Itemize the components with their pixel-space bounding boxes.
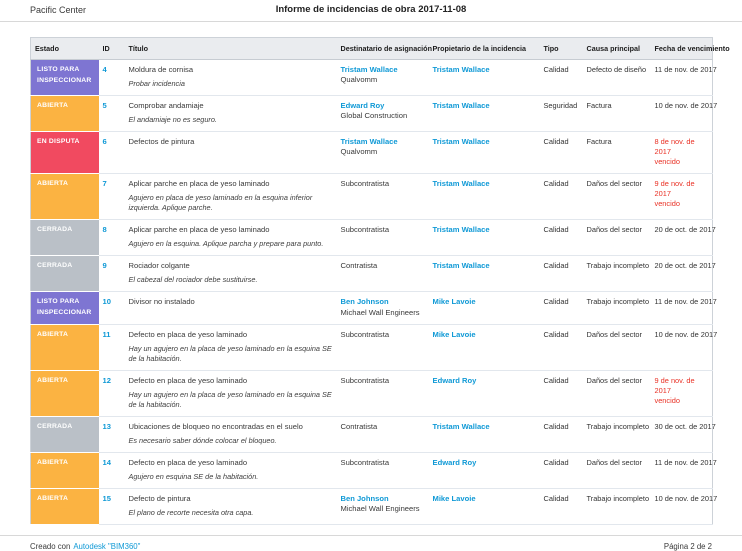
issue-id: 4 [99,60,125,96]
table-row [31,174,713,220]
issue-id: 7 [99,174,125,220]
assignee-company: Qualvomm [340,75,378,85]
owner-name[interactable]: Mike Lavoie [432,494,476,504]
issue-id: 10 [99,292,125,325]
status-cell [31,489,99,525]
owner-name[interactable]: Tristam Wallace [432,179,490,189]
assignee-name[interactable]: Tristam Wallace [340,137,398,147]
due-date-cell [651,292,717,325]
issue-title-cell [125,256,337,292]
due-date: 30 de oct. de 2017 [654,421,716,431]
table-row [31,256,713,292]
root-cause: Daños del sector [583,220,651,256]
owner-cell [429,292,540,325]
issue-title: Rociador colgante [128,261,190,271]
table-row [31,370,713,416]
status-cell [31,416,99,452]
issue-title: Ubicaciones de bloqueo no encontradas en el suelo [128,421,303,431]
assignee-cell [337,452,429,488]
assignee-name: Subcontratista [340,179,390,189]
table-header [31,38,730,60]
due-date: 11 de nov. de 2017 [654,457,717,467]
issue-description: Hay un agujero en la placa de yeso laminado en la esquina SE de la habitación. [128,390,332,410]
issue-title: Defecto en placa de yeso laminado [128,375,248,385]
issue-id: 15 [99,489,125,525]
owner-cell [429,256,540,292]
table-row [31,132,713,174]
assignee-name[interactable]: Ben Johnson [340,494,389,504]
issue-title-cell [125,60,337,96]
issue-type: Calidad [540,452,583,488]
table-body [31,60,718,525]
issue-title-cell [125,416,337,452]
assignee-name[interactable]: Edward Roy [340,101,385,111]
owner-cell [429,370,540,416]
due-date-cell [651,132,713,174]
assignee-cell [337,220,429,256]
issue-type: Calidad [540,416,583,452]
due-date: 10 de nov. de 2017 [654,330,718,340]
status-badge: CERRADA [37,422,73,430]
issue-title: Defecto en placa de yeso laminado [128,330,248,340]
created-with-label: Creado con [30,542,71,551]
status-badge: EN DISPUTA [37,138,80,146]
assignee-cell [337,256,429,292]
due-date-cell [651,452,717,488]
status-cell [31,96,99,132]
overdue-label: vencido [654,199,680,209]
issue-type: Calidad [540,220,583,256]
assignee-cell [337,132,429,174]
issue-type: Calidad [540,132,583,174]
project-name: Pacific Center [30,5,87,15]
issue-id: 13 [99,416,125,452]
issue-title: Defecto en placa de yeso laminado [128,457,248,467]
owner-cell [429,60,540,96]
issue-id: 8 [99,220,125,256]
root-cause: Daños del sector [583,325,651,371]
status-badge: LISTO PARA INSPECCIONAR [37,66,92,84]
issue-type: Calidad [540,256,583,292]
col-titulo: Título [125,38,337,60]
assignee-name: Subcontratista [340,457,390,467]
owner-cell [429,325,540,371]
assignee-cell [337,489,429,525]
issue-id: 14 [99,452,125,488]
issue-title-cell [125,370,337,416]
status-badge: CERRADA [37,262,73,270]
issue-type: Calidad [540,370,583,416]
page-number: Página 2 de 2 [663,542,712,551]
issue-type: Calidad [540,60,583,96]
owner-cell [429,489,540,525]
assignee-cell [337,325,429,371]
status-cell [31,174,99,220]
owner-name[interactable]: Mike Lavoie [432,330,476,340]
issue-title-cell [125,325,337,371]
assignee-cell [337,60,429,96]
issue-id: 6 [99,132,125,174]
assignee-name: Subcontratista [340,375,390,385]
page-header [0,0,742,21]
assignee-cell [337,96,429,132]
assignee-name: Subcontratista [340,225,390,235]
due-date-cell [651,489,718,525]
issue-title: Moldura de cornisa [128,65,194,74]
incidents-table [30,37,730,525]
owner-name[interactable]: Tristam Wallace [432,421,490,431]
issue-id: 12 [99,370,125,416]
status-cell [31,452,99,488]
due-date-cell [651,60,717,96]
owner-name[interactable]: Tristam Wallace [432,137,490,147]
owner-name[interactable]: Tristam Wallace [432,261,490,271]
status-cell [31,132,99,174]
assignee-name: Contratista [340,261,378,271]
owner-name[interactable]: Tristam Wallace [432,101,490,111]
report-body [0,37,742,525]
owner-name[interactable]: Edward Roy [432,457,477,467]
due-date-cell [651,256,716,292]
status-badge: ABIERTA [37,102,69,110]
issue-description: Es necesario saber dónde colocar el bloqueo. [128,436,277,446]
issue-type: Calidad [540,489,583,525]
owner-name[interactable]: Edward Roy [432,375,477,385]
root-cause: Daños del sector [583,452,651,488]
overdue-label: vencido [654,157,680,167]
owner-cell [429,132,540,174]
issue-title-cell [125,220,337,256]
issue-type: Calidad [540,325,583,371]
col-causa: Causa principal [583,38,651,60]
owner-cell [429,96,540,132]
issue-description: Agujero en la esquina. Aplique parcha y prepare para punto. [128,239,324,249]
due-date-cell [651,416,716,452]
due-date: 10 de nov. de 2017 [654,101,718,111]
root-cause: Trabajo incompleto [583,256,651,292]
issue-title: Aplicar parche en placa de yeso laminado [128,179,270,189]
due-date: 8 de nov. de 2017 [654,137,695,157]
root-cause: Trabajo incompleto [583,292,651,325]
issue-title-cell [125,132,337,174]
root-cause: Defecto de diseño [583,60,651,96]
assignee-name: Subcontratista [340,330,390,340]
root-cause: Trabajo incompleto [583,489,651,525]
header-divider [0,21,742,22]
issue-title-cell [125,174,337,220]
issue-type: Calidad [540,174,583,220]
due-date-cell [651,174,713,220]
table-row [31,452,713,488]
table-row [31,489,713,525]
owner-name[interactable]: Mike Lavoie [432,297,476,307]
table-row [31,325,713,371]
issue-description: El plano de recorte necesita otra capa. [128,508,254,518]
assignee-cell [337,174,429,220]
owner-cell [429,416,540,452]
issue-type: Calidad [540,292,583,325]
owner-cell [429,452,540,488]
issue-title-cell [125,96,337,132]
issue-type: Seguridad [540,96,583,132]
table-row [31,60,713,96]
col-id: ID [99,38,125,60]
status-badge: ABIERTA [37,495,69,503]
due-date-cell [651,370,713,416]
status-cell [31,292,99,325]
issue-description: Agujero en placa de yeso laminado en la esquina inferior izquierda. Aplique parche. [128,193,313,213]
col-propietario: Propietario de la incidencia [429,38,540,60]
root-cause: Daños del sector [583,174,651,220]
table-row [31,220,713,256]
due-date: 20 de oct. de 2017 [654,225,716,235]
due-date-cell [651,325,718,371]
status-badge: CERRADA [37,226,73,234]
col-estado: Estado [31,38,99,60]
owner-cell [429,220,540,256]
issue-id: 11 [99,325,125,371]
status-badge: ABIERTA [37,331,69,339]
issue-description: El cabezal del rociador debe sustituirse. [128,275,258,285]
assignee-cell [337,292,429,325]
issue-description: Probar incidencia [128,79,185,89]
status-badge: ABIERTA [37,180,69,188]
issue-title: Defecto de pintura [128,494,191,504]
owner-cell [429,174,540,220]
assignee-name[interactable]: Ben Johnson [340,297,389,307]
due-date: 9 de nov. de 2017 [654,375,695,395]
assignee-cell [337,370,429,416]
due-date: 9 de nov. de 2017 [654,179,695,199]
due-date: 10 de nov. de 2017 [654,494,718,504]
issue-title: Comprobar andamiaje [128,101,204,111]
table-row [31,96,713,132]
bim360-link[interactable]: Autodesk "BIM360" [73,542,141,551]
issue-title: Aplicar parche en placa de yeso laminado [128,225,270,235]
issue-description: El andamiaje no es seguro. [128,115,217,125]
page-footer [0,535,742,551]
report-title: Informe de incidencias de obra 2017-11-08 [275,4,467,15]
root-cause: Daños del sector [583,370,651,416]
status-cell [31,220,99,256]
due-date: 20 de oct. de 2017 [654,261,716,271]
overdue-label: vencido [654,395,680,405]
assignee-cell [337,416,429,452]
col-fecha: Fecha de vencimiento [651,38,713,60]
table-row [31,292,713,325]
root-cause: Factura [583,132,651,174]
issue-id: 9 [99,256,125,292]
issue-title-cell [125,489,337,525]
due-date-cell [651,96,718,132]
assignee-company: Global Construction [340,111,408,121]
issue-description: Hay un agujero en la placa de yeso laminado en la esquina SE de la habitación. [128,344,332,364]
table-row [31,416,713,452]
root-cause: Factura [583,96,651,132]
status-badge: LISTO PARA INSPECCIONAR [37,298,92,317]
owner-name[interactable]: Tristam Wallace [432,65,490,74]
status-cell [31,370,99,416]
status-badge: ABIERTA [37,376,69,384]
due-date: 11 de nov. de 2017 [654,65,717,74]
issue-title-cell [125,452,337,488]
col-destinatario: Destinatario de asignación [337,38,429,60]
due-date: 11 de nov. de 2017 [654,297,717,307]
col-tipo: Tipo [540,38,583,60]
status-badge: ABIERTA [37,458,69,466]
assignee-company: Qualvomm [340,147,378,157]
due-date-cell [651,220,716,256]
assignee-name[interactable]: Tristam Wallace [340,65,398,74]
status-cell [31,325,99,371]
root-cause: Trabajo incompleto [583,416,651,452]
status-cell [31,60,99,96]
owner-name[interactable]: Tristam Wallace [432,225,490,235]
issue-description: Agujero en esquina SE de la habitación. [128,472,259,482]
issue-id: 5 [99,96,125,132]
assignee-name: Contratista [340,421,378,431]
assignee-company: Michael Wall Engineers [340,504,420,514]
issue-title: Defectos de pintura [128,137,195,147]
status-cell [31,256,99,292]
issue-title-cell [125,292,337,325]
assignee-company: Michael Wall Engineers [340,307,420,317]
issue-title: Divisor no instalado [128,297,195,307]
